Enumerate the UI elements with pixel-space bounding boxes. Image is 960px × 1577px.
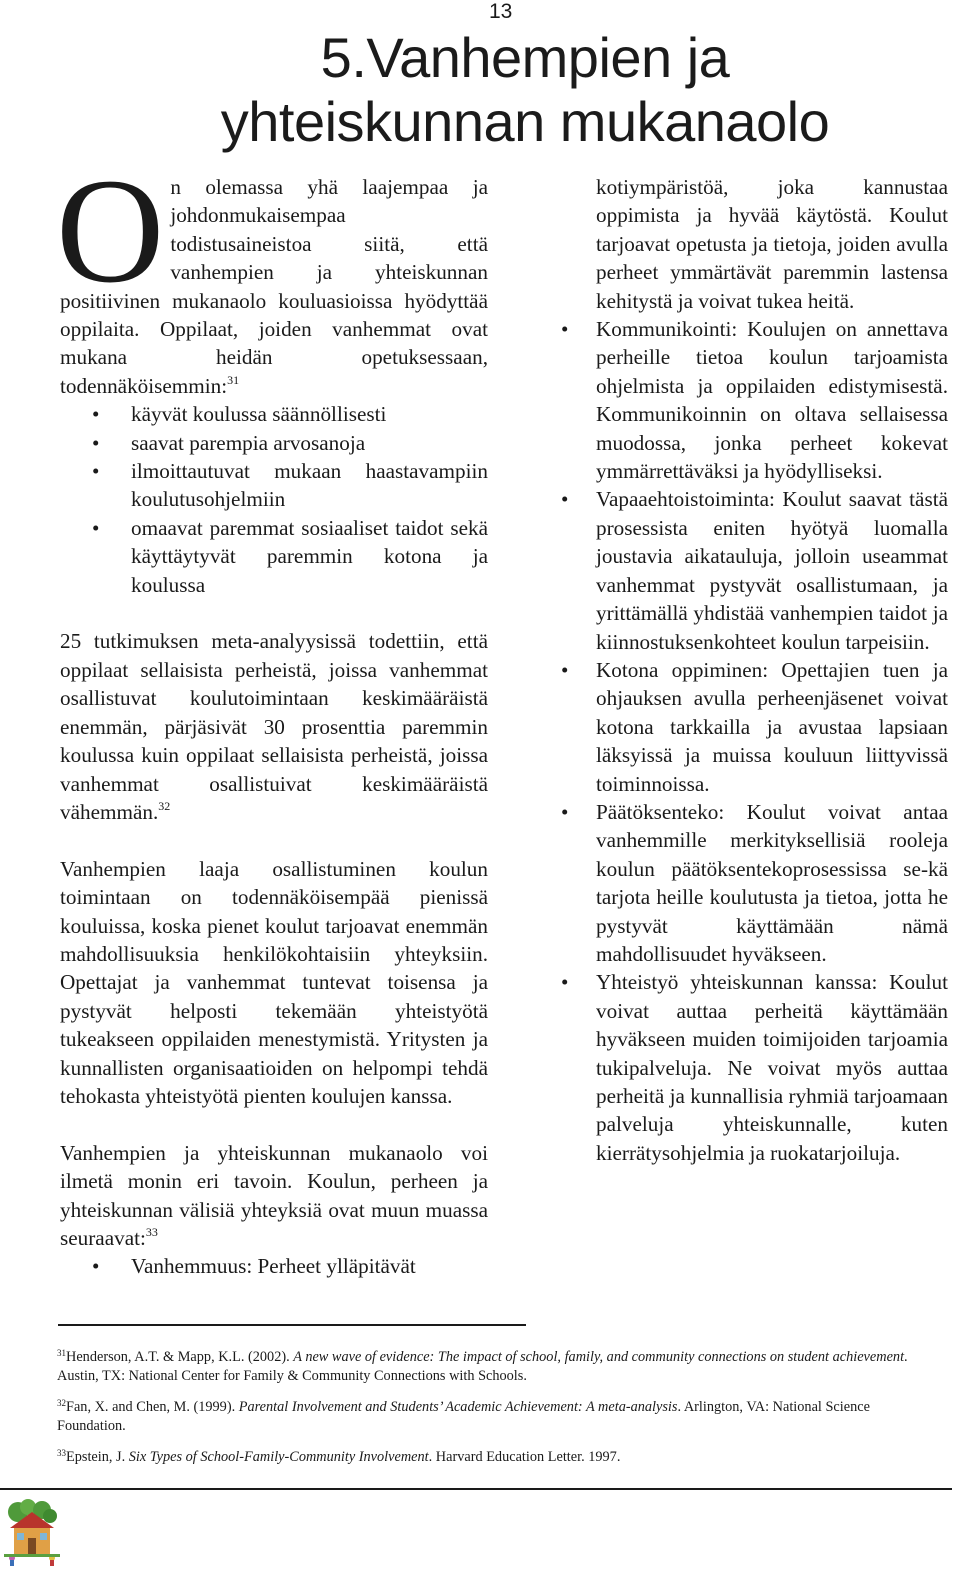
bottom-divider (0, 1488, 952, 1490)
list-item: • saavat parempia arvosanoja (60, 429, 488, 457)
intro-paragraph (56, 148, 488, 400)
footnote-ref-31: 31 (227, 372, 240, 387)
footnote-31: $^{31}$Henderson, A.T. & Mapp, K.L. (2002). A new wave of evidence: The impact of school, family, and community connections on student achievement. Austin, TX: National Center for Family & Community Connections with Schools. (57, 1348, 908, 1385)
involvement-types-paragraph (60, 1139, 488, 1253)
list-item: • Kotona oppiminen: Opettajien tuen ja ohjauksen avulla perheenjäsenet voivat kotona tarkkailla ja avustaa lapsiaan läksyissä ja muissa kouluun liittyvissä toiminnoissa. (561, 656, 948, 798)
right-column (561, 173, 948, 1167)
involvement-types-text: Vanhempien ja yhteiskunnan mukanaolo voi ilmetä monin eri tavoin. Koulun, perheen ja yhteiskunnan välisiä yhteyksiä ovat muun muassa seuraavat: (60, 1140, 488, 1250)
meta-analysis-paragraph (60, 627, 488, 826)
small-schools-paragraph: Vanhempien laaja osallistuminen koulun toimintaan on todennäköisempää pienissä kouluissa, koska pienet koulut tarjoavat enemmän mahdollisuuksia henkilökohtaisiin yhteyksiin. Opettajat ja vanhemmat tuntevat toisensa ja pystyvät helposti tekemään yhteistyötä tukeakseen oppilaiden menestymistä. Yritysten ja kunnallisten organisaatioiden on helpompi tehdä tehokasta yhteistyötä pienten koulujen kanssa. (60, 856, 488, 1108)
drop-cap: O (56, 148, 165, 314)
left-column (56, 148, 488, 1281)
list-item-continuation: kotiympäristöä, joka kannustaa oppimista ja hyvää käytöstä. Koulut tarjoavat opetusta ja tietoja, joiden avulla perheet ymmärtävät paremmin lastensa kehitystä ja voivat tukea heitä. (596, 175, 948, 313)
outcomes-list (60, 400, 488, 599)
involvement-list-start (60, 1252, 488, 1280)
list-item: • omaavat paremmat sosiaaliset taidot sekä käyttäytyvät paremmin kotona ja koulussa (60, 514, 488, 599)
footnotes (57, 1348, 909, 1478)
page-title-line-2: yhteiskunnan mukanaolo (220, 90, 830, 153)
list-item: • Kommunikointi: Koulujen on annettava perheille tietoa koulun tarjoamista ohjelmista ja oppilaiden edistymisestä. Kommunikoinnin on oltava sellaisessa muodossa, jonka perheet kokevat ymmärrettäväksi ja hyödylliseksi. (561, 315, 948, 485)
footnote-33: $^{33}$Epstein, J. Six Types of School-Family-Community Involvement. Harvard Education Letter. 1997. (57, 1447, 621, 1465)
meta-analysis-text: 25 tutkimuksen meta-analyysissä todettiin, että oppilaat sellaisista perheistä, joissa vanhemmat osallistuvat koulutoimintaan keskimääräistä enemmän, pärjäsivät 30 prosenttia paremmin koulussa kuin oppilaat sellaisista perheistä, joissa vanhemmat osallistuivat keskimääräistä vähemmän. (60, 629, 488, 824)
list-item: • Vanhemmuus: Perheet ylläpitävät (60, 1252, 488, 1280)
list-item: • käyvät koulussa säännöllisesti (60, 400, 488, 428)
page-title (195, 26, 855, 154)
footnote-32: $^{32}$Fan, X. and Chen, M. (1999). Parental Involvement and Students’ Academic Achievement: A meta-analysis. Arlington, VA: National Science Foundation. (57, 1397, 870, 1435)
list-item: • Vapaaehtoistoiminta: Koulut saavat tästä prosessista eniten hyötyä luomalla joustavia aikatauluja, jolloin useammat vanhemmat pystyvät osallistumaan, ja yrittämällä yhdistää vanhempien taidot ja kiinnostuksenkohteet koulun tarpeisiin. (561, 485, 948, 655)
school-house-logo-icon (4, 1498, 60, 1566)
intro-text: n olemassa yhä laajempaa ja johdonmukaisempaa todistusaineistoa siitä, että vanhempien ja yhteiskunnan positiivinen mukanaolo kouluasioissa hyödyttää oppilaita. Oppilaat, joiden vanhemmat ovat mukana heidän opetuksessaan, todennäköisemmin: (60, 175, 488, 398)
page-number: 13 (489, 0, 513, 23)
footnote-ref-33: 33 (145, 1224, 158, 1239)
page-title-line-1: 5.Vanhempien ja (320, 26, 730, 89)
list-item: • Yhteistyö yhteiskunnan kanssa: Koulut voivat auttaa perheitä käyttämään hyväkseen muiden toimijoiden tarjoamia tukipalveluja. Ne voivat myös auttaa perheitä ja kunnallisia ryhmiä tarjoamaan palveluja yhteiskunnalle, kuten kierrätysohjelmia ja ruokatarjoiluja. (561, 968, 948, 1167)
involvement-list (561, 315, 948, 1167)
list-item: • ilmoittautuvat mukaan haastavampiin koulutusohjelmiin (60, 457, 488, 514)
footnote-divider (58, 1324, 526, 1326)
list-item: • Päätöksenteko: Koulut voivat antaa vanhemmille merkityksellisiä rooleja koulun päätöksentekoprosessissa se-kä tarjota heille koulutusta ja tietoa, jotta he pystyvät käyttämään nämä mahdollisuudet hyväkseen. (561, 798, 948, 968)
footnote-ref-32: 32 (158, 798, 171, 813)
